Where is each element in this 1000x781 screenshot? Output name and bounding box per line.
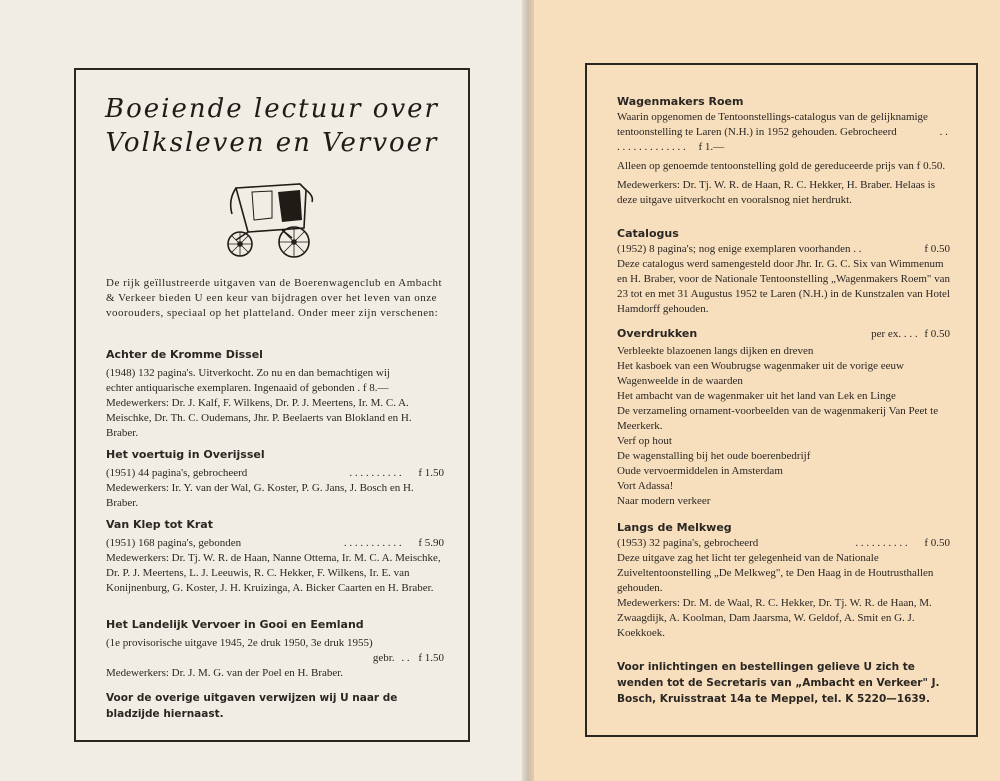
section-achter-de-kromme-dissel xyxy=(106,348,444,441)
price-note: Alleen op genoemde tentoonstelling gold de gereduceerde prijs van f 0.50. xyxy=(617,160,946,172)
section-wagenmakers-roem xyxy=(617,95,950,208)
section-heading: Het Landelijk Vervoer in Gooi en Eemland xyxy=(106,618,364,631)
credits-text: Medewerkers: Dr. Tj. W. R. de Haan, Nanne Ottema, Ir. M. C. A. Meischke, Dr. P. J. Meertens, L. J. Leeuwis, R. C. Hekker, F. Wilkens, Ir. E. van Konijnenburg, G. Koster, J. H. Kruizinga, A. Bicker Caarten en H. Braber. xyxy=(106,552,441,594)
section-heading: Achter de Kromme Dissel xyxy=(106,348,263,361)
section-catalogus xyxy=(617,227,950,317)
section-body: Waarin opgenomen de Tentoonstellings-catalogus van de gelijknamige tentoonstelling te Laren (N.H.) in 1952 gehouden. Gebrocheerd xyxy=(617,111,928,138)
price-value: f 5.90 xyxy=(418,537,444,549)
book-gutter xyxy=(522,0,534,781)
price-description: (1953) 32 pagina's, gebrocheerd xyxy=(617,537,759,549)
price-value: f 1.50 xyxy=(418,467,444,479)
left-footer: Voor de overige uitgaven verwijzen wij U naar de bladzijde hiernaast. xyxy=(106,692,398,720)
section-heading: Wagenmakers Roem xyxy=(617,95,744,108)
section-van-klep-tot-krat xyxy=(106,518,444,596)
title-line-2: Volksleven en Vervoer xyxy=(105,128,439,158)
section-het-landelijk-vervoer xyxy=(106,618,444,681)
list-item: Verbleekte blazoenen langs dijken en dreven xyxy=(617,345,814,357)
list-item: Oude vervoermiddelen in Amsterdam xyxy=(617,465,783,477)
list-item: De wagenstalling bij het oude boerenbedrijf xyxy=(617,450,811,462)
list-item: Wagenweelde in de waarden xyxy=(617,375,743,387)
price-value: f 0.50 xyxy=(924,243,950,255)
list-item: Vort Adassa! xyxy=(617,480,674,492)
section-heading: Van Klep tot Krat xyxy=(106,518,213,531)
section-line: echter antiquarische exemplaren. Ingenaaid of gebonden . f 8.— xyxy=(106,382,389,394)
section-heading: Langs de Melkweg xyxy=(617,521,732,534)
price-dots: . . . . . . . . . . . . . . . xyxy=(617,126,948,153)
price-value: f 1.— xyxy=(698,141,725,153)
list-item: Naar modern verkeer xyxy=(617,495,711,507)
price-value: f 0.50 xyxy=(924,537,950,549)
list-item: Het kasboek van een Woubrugse wagenmaker uit de vorige eeuw xyxy=(617,360,904,372)
section-langs-de-melkweg xyxy=(617,521,950,641)
price-description: (1951) 44 pagina's, gebrocheerd xyxy=(106,467,248,479)
section-line: (1948) 132 pagina's. Uitverkocht. Zo nu en dan bemachtigen wij xyxy=(106,367,390,379)
price-description: (1951) 168 pagina's, gebonden xyxy=(106,537,242,549)
price-per-copy: per ex. . . . xyxy=(871,328,918,340)
section-overdrukken xyxy=(617,327,950,509)
credits-text: Medewerkers: Dr. M. de Waal, R. C. Hekker, Dr. Tj. W. R. de Haan, M. Zwaagdijk, A. Koolman, Dam Jaarsma, W. Geldof, A. Smit en G. J. Koekkoek. xyxy=(617,597,932,639)
right-footer: Voor inlichtingen en bestellingen gelieve U zich te wenden tot de Secretaris van „Ambacht en Verkeer" J. Bosch, Kruisstraat 14a te Meppel, tel. K 5220—1639. xyxy=(617,661,940,705)
section-het-voertuig-in-overijssel xyxy=(106,448,444,511)
section-heading: Overdrukken xyxy=(617,327,698,340)
price-value: f 0.50 xyxy=(924,328,950,340)
credits-text: Medewerkers: Dr. Tj. W. R. de Haan, R. C. Hekker, H. Braber. Helaas is deze uitgave uitverkocht en vooralsnog niet herdrukt. xyxy=(617,179,935,206)
price-dots: . . . . . . . . . . xyxy=(349,467,402,479)
list-item: De verzameling ornament-voorbeelden van de wagenmakerij Van Peet te Meerkerk. xyxy=(617,405,939,432)
price-dots: . . . . . . . . . . . xyxy=(343,537,402,549)
credits-text: Medewerkers: Dr. J. Kalf, F. Wilkens, Dr. P. J. Meertens, Ir. M. C. A. Meischke, Dr. Th. C. Oudemans, Jhr. P. Beelaerts van Blokland en H. Braber. xyxy=(106,397,412,439)
list-item: Het ambacht van de wagenmaker uit het land van Lek en Linge xyxy=(617,390,896,402)
section-heading: Catalogus xyxy=(617,227,679,240)
binding-type: gebr. xyxy=(372,652,395,664)
left-frame xyxy=(74,68,470,742)
price-value: f 1.50 xyxy=(418,652,444,664)
credits-text: Medewerkers: Dr. J. M. G. van der Poel en H. Braber. xyxy=(106,667,344,679)
right-frame xyxy=(585,63,978,737)
carriage-illustration xyxy=(222,180,318,260)
price-description: (1952) 8 pagina's; nog enige exemplaren voorhanden . . xyxy=(617,243,862,255)
section-heading: Het voertuig in Overijssel xyxy=(106,448,265,461)
price-dots: . . . . . . . . . . xyxy=(855,537,908,549)
title-line-1: Boeiende lectuur over xyxy=(105,94,439,124)
section-body: Deze catalogus werd samengesteld door Jhr. Ir. G. C. Six van Wimmenum en H. Braber, voor de Nationale Tentoonstelling „Wagenmakers Roem" van 23 tot en met 31 Augustus 1952 te Laren (N.H.) in de Kunstzalen van Hotel Hamdorff gehouden. xyxy=(617,258,951,315)
price-dots: . . xyxy=(401,652,410,664)
section-line: (1e provisorische uitgave 1945, 2e druk 1950, 3e druk 1955) xyxy=(106,637,373,649)
intro-paragraph: De rijk geïllustreerde uitgaven van de Boerenwagenclub en Ambacht & Verkeer bieden U een keur van bijdragen over het leven van onze voorouders, speciaal op het platteland. Onder meer zijn verschenen: xyxy=(106,277,443,319)
section-body: Deze uitgave zag het licht ter gelegenheid van de Nationale Zuiveltentoonstelling „De Melkweg", te Den Haag in de Houtrusthallen gehouden. xyxy=(617,552,934,594)
list-item: Verf op hout xyxy=(617,435,672,447)
credits-text: Medewerkers: Ir. Y. van der Wal, G. Koster, P. G. Jans, J. Bosch en H. Braber. xyxy=(106,482,414,509)
